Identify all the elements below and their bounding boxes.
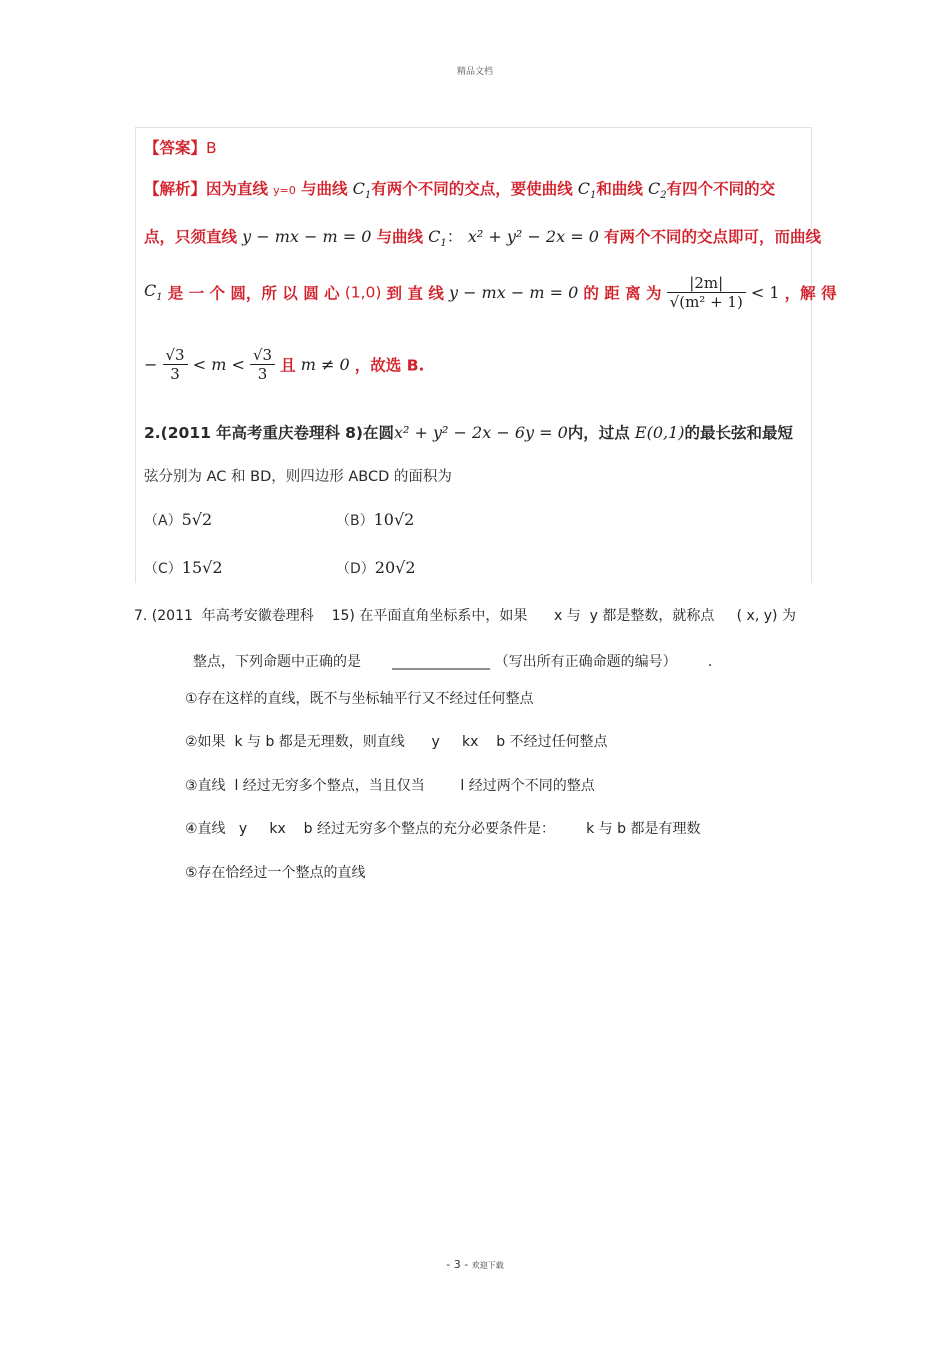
option-d-value: 20√2 bbox=[374, 558, 416, 577]
options-row-2-b bbox=[336, 558, 416, 578]
analysis-line-2 bbox=[144, 224, 821, 249]
page-header: 精品文档 bbox=[456, 67, 493, 77]
text: 的 距 离 为 bbox=[583, 284, 662, 303]
text: 因为直线 bbox=[206, 180, 269, 198]
option-a-value: 5√2 bbox=[181, 510, 213, 529]
math-c1: $C_1$ bbox=[144, 281, 163, 304]
text: 与曲线 bbox=[376, 228, 424, 246]
text: 8)在圆 bbox=[345, 424, 394, 442]
fraction-sqrt3-over-3 bbox=[163, 346, 188, 383]
fraction-denominator: 3 bbox=[257, 365, 268, 383]
fraction-numerator: √3 bbox=[250, 346, 275, 365]
text: ，故选 B. bbox=[354, 356, 425, 375]
analysis-line-4 bbox=[144, 346, 424, 383]
text: 且 bbox=[280, 356, 296, 375]
option-c-label: （C） bbox=[144, 561, 182, 577]
text: 点，只须直线 bbox=[144, 228, 238, 246]
math-line-eq: y − mx − m = 0 bbox=[242, 227, 372, 246]
math-inequality: < m < bbox=[192, 355, 245, 374]
math-circle-eq: x² + y² − 2x − 6y = 0 bbox=[393, 423, 568, 442]
math-circle-eq: x² + y² − 2x = 0 bbox=[467, 227, 599, 246]
text: 有两个不同的交点，要使曲线 bbox=[371, 180, 573, 198]
question-number: 2.(2011 bbox=[144, 424, 211, 442]
options-row-1 bbox=[144, 510, 212, 530]
minus-sign: − bbox=[144, 355, 158, 374]
text: 到 直 线 bbox=[386, 284, 444, 303]
option-a-label: （A） bbox=[144, 513, 182, 529]
fraction-numerator: √3 bbox=[163, 346, 188, 365]
analysis-line-3 bbox=[144, 274, 837, 311]
embedded-solution-image bbox=[135, 127, 837, 583]
text: 年高考重庆卷理科 bbox=[216, 424, 341, 442]
question-2-line-1 bbox=[144, 421, 793, 443]
colon: ： bbox=[446, 227, 463, 246]
text: 内，过点 bbox=[567, 424, 630, 442]
proposition-5: ⑤存在恰经过一个整点的直线 bbox=[185, 865, 366, 881]
fraction-denominator: 3 bbox=[170, 365, 180, 383]
question-7-line-1: 7. (2011 年高考安徽卷理科 15) 在平面直角坐标系中，如果 x 与 y 都是整数，就称点 ( x, y) 为 bbox=[134, 608, 796, 624]
fraction-numerator: |2m| bbox=[667, 274, 746, 293]
proposition-1: ①存在这样的直线，既不与坐标轴平行又不经过任何整点 bbox=[185, 691, 534, 707]
text: 有四个不同的交 bbox=[666, 180, 776, 198]
math-c2: $C_2$ bbox=[648, 179, 667, 202]
math-c1: $C_1$ bbox=[352, 179, 372, 202]
option-b-value: 10√2 bbox=[373, 510, 415, 529]
text: 和曲线 bbox=[596, 180, 643, 198]
math-condition: m ≠ 0 bbox=[300, 355, 350, 374]
answer-value: B bbox=[206, 139, 217, 157]
analysis-line-1 bbox=[144, 177, 775, 201]
text: 是 一 个 圆，所 以 圆 心 bbox=[167, 284, 340, 303]
footer-note: 欢迎下载 bbox=[471, 1261, 504, 1270]
question-7-line-2: 整点，下列命题中正确的是 ______________ （写出所有正确命题的编号） . bbox=[193, 654, 713, 670]
distance-fraction bbox=[667, 274, 746, 311]
page-number: - 3 - bbox=[446, 1258, 469, 1271]
options-row-1-b bbox=[336, 510, 414, 530]
option-c-value: 15√2 bbox=[181, 558, 223, 577]
proposition-2: ②如果 k 与 b 都是无理数，则直线 y kx b 不经过任何整点 bbox=[185, 734, 608, 750]
answer-line bbox=[144, 136, 217, 158]
options-row-2 bbox=[144, 558, 223, 578]
math-line-eq: y − mx − m = 0 bbox=[448, 283, 579, 302]
text: 弦分别为 AC 和 BD，则四边形 ABCD 的面积为 bbox=[144, 469, 452, 485]
math-inline: y=0 bbox=[273, 184, 296, 197]
option-d-label: （D） bbox=[336, 561, 375, 577]
text: 有两个不同的交点即可，而曲线 bbox=[603, 228, 821, 246]
answer-label: 【答案】 bbox=[144, 139, 207, 157]
text: 与曲线 bbox=[300, 180, 348, 198]
fraction-sqrt3-over-3 bbox=[250, 346, 275, 383]
math-inequality: < 1 bbox=[750, 283, 780, 302]
analysis-label: 【解析】 bbox=[144, 180, 207, 198]
proposition-3: ③直线 l 经过无穷多个整点，当且仅当 l 经过两个不同的整点 bbox=[185, 778, 595, 794]
math-center: (1,0) bbox=[344, 283, 382, 302]
question-2-line-2 bbox=[144, 465, 452, 486]
math-point: E(0,1) bbox=[634, 423, 685, 442]
page-footer bbox=[0, 1258, 950, 1271]
text: ，解 得 bbox=[784, 284, 837, 303]
math-c1: $C_1$ bbox=[428, 227, 447, 250]
fraction-denominator: √(m² + 1) bbox=[669, 293, 743, 311]
text: 的最长弦和最短 bbox=[684, 424, 794, 442]
option-b-label: （B） bbox=[336, 513, 374, 529]
proposition-4: ④直线 y kx b 经过无穷多个整点的充分必要条件是： k 与 b 都是有理数 bbox=[185, 821, 701, 837]
math-c1: $C_1$ bbox=[577, 179, 597, 202]
